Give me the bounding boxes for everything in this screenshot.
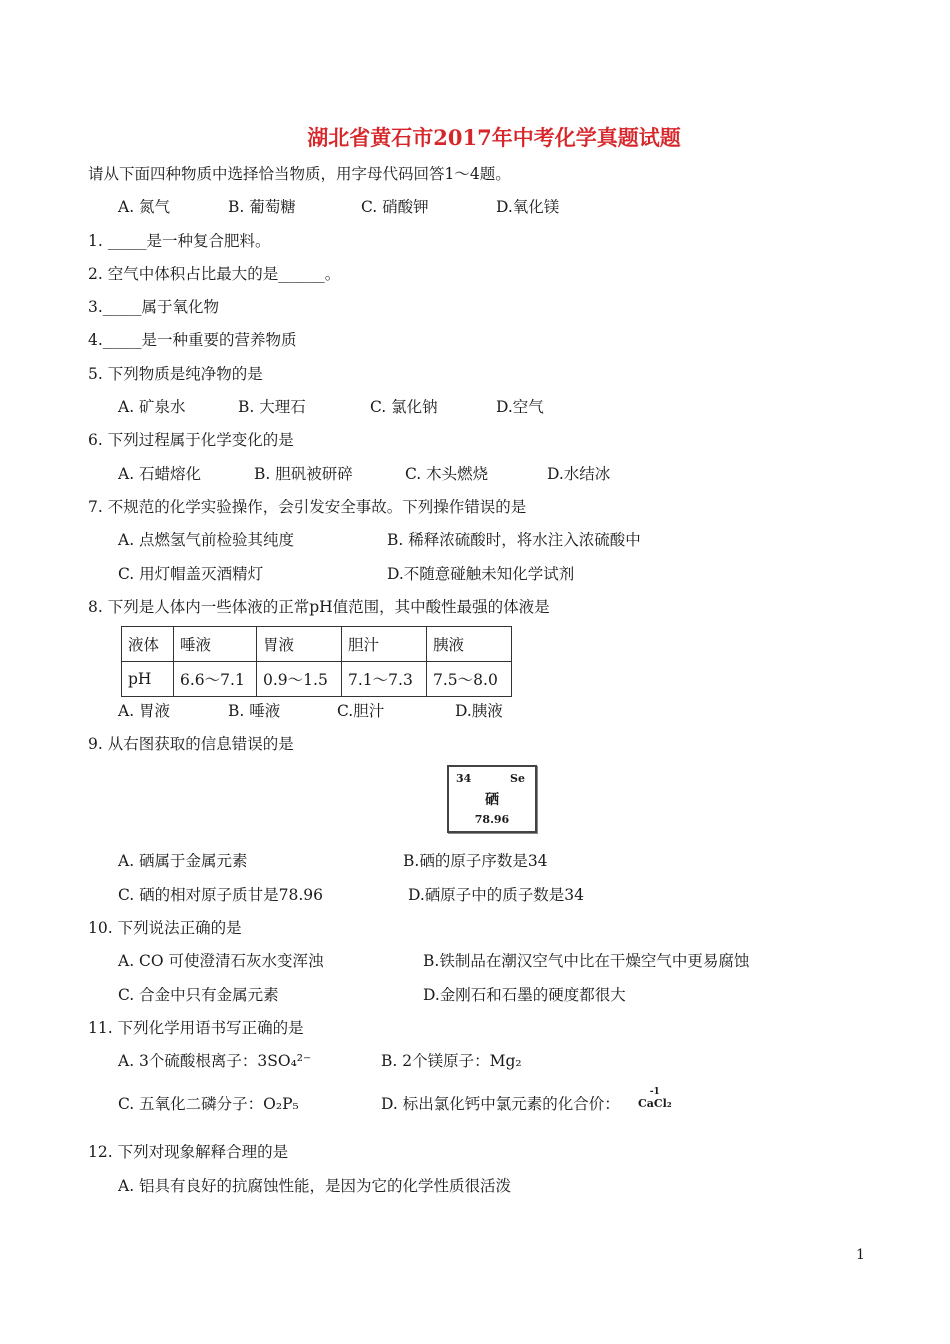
atomic-mass: 78.96	[474, 813, 510, 826]
question-10-option-d: D.金刚石和石墨的硬度都很大	[423, 986, 626, 1004]
question-9-option-a: A. 硒属于金属元素	[118, 852, 248, 870]
element-name: 硒	[485, 792, 499, 808]
question-10-option-a: A. CO 可使澄清石灰水变浑浊	[118, 952, 324, 970]
question-10-option-b: B.铁制品在潮汉空气中比在干燥空气中更易腐蚀	[423, 952, 750, 970]
question-6-stem: 6. 下列过程属于化学变化的是	[88, 431, 294, 449]
valence-notation	[638, 1087, 672, 1109]
ph-table-header-cell: 唾液	[174, 627, 257, 662]
question-9-option-d: D.硒原子中的质子数是34	[408, 886, 585, 904]
question-11-option-b: B. 2个镁原子：Mg₂	[381, 1052, 522, 1070]
question-9-option-b: B.硒的原子序数是34	[403, 852, 548, 870]
ph-table-header-cell: 胃液	[257, 627, 342, 662]
question-8-option-c: C.胆汁	[337, 702, 385, 720]
ph-table-cell: 6.6～7.1	[174, 662, 257, 697]
question-5-option-d: D.空气	[496, 398, 544, 416]
intro-option-d: D.氧化镁	[496, 198, 560, 216]
question-9-option-c: C. 硒的相对原子质甘是78.96	[118, 886, 324, 904]
question-7-stem: 7. 不规范的化学实验操作，会引发安全事故。下列操作错误的是	[88, 498, 527, 516]
question-8-option-b: B. 唾液	[228, 702, 281, 720]
ph-table-cell: 7.1～7.3	[342, 662, 427, 697]
intro-option-a: A. 氮气	[118, 198, 171, 216]
question-6-option-a: A. 石蜡熔化	[118, 465, 202, 483]
ph-table-row	[122, 662, 512, 697]
question-3: 3._____属于氧化物	[88, 298, 220, 316]
question-11-option-a: A. 3个硫酸根离子：3SO₄²⁻	[118, 1052, 312, 1070]
question-9-stem: 9. 从右图获取的信息错误的是	[88, 735, 294, 753]
question-8-option-a: A. 胃液	[118, 702, 171, 720]
question-7-option-d: D.不随意碰触未知化学试剂	[387, 565, 575, 583]
document-title: 湖北省黄石市2017年中考化学真题试题	[307, 125, 681, 150]
intro-option-b: B. 葡萄糖	[228, 198, 296, 216]
question-8-stem: 8. 下列是人体内一些体液的正常pH值范围，其中酸性最强的体液是	[88, 598, 550, 616]
intro-option-c: C. 硝酸钾	[361, 198, 429, 216]
question-12-stem: 12. 下列对现象解释合理的是	[88, 1143, 289, 1161]
page-number: 1	[856, 1247, 865, 1263]
element-symbol: Se	[510, 772, 525, 785]
question-11-option-c: C. 五氧化二磷分子：O₂P₅	[118, 1095, 299, 1113]
question-7-option-c: C. 用灯帽盖灭酒精灯	[118, 565, 264, 583]
question-12-option-a: A. 铝具有良好的抗腐蚀性能，是因为它的化学性质很活泼	[118, 1177, 512, 1195]
ph-table-cell: 0.9～1.5	[257, 662, 342, 697]
ph-table-cell: pH	[122, 662, 174, 697]
valence-charge: -1	[649, 1087, 660, 1097]
question-7-option-b: B. 稀释浓硫酸时，将水注入浓硫酸中	[387, 531, 641, 549]
question-5-option-c: C. 氯化钠	[370, 398, 438, 416]
question-5-option-a: A. 矿泉水	[118, 398, 186, 416]
question-7-option-a: A. 点燃氢气前检验其纯度	[118, 531, 295, 549]
selenium-element-card	[447, 765, 537, 833]
ph-table-cell: 7.5～8.0	[427, 662, 512, 697]
question-6-option-c: C. 木头燃烧	[405, 465, 489, 483]
ph-table-header-row	[122, 627, 512, 662]
ph-table-header-cell: 胆汁	[342, 627, 427, 662]
question-6-option-d: D.水结冰	[547, 465, 611, 483]
intro-text: 请从下面四种物质中选择恰当物质，用字母代码回答1～4题。	[88, 165, 511, 183]
atomic-number: 34	[456, 772, 472, 785]
ph-table-header-cell: 胰液	[427, 627, 512, 662]
valence-formula: CaCl₂	[638, 1097, 672, 1110]
question-10-stem: 10. 下列说法正确的是	[88, 919, 242, 937]
question-6-option-b: B. 胆矾被研碎	[254, 465, 353, 483]
question-11-stem: 11. 下列化学用语书写正确的是	[88, 1019, 304, 1037]
question-4: 4._____是一种重要的营养物质	[88, 331, 297, 349]
question-5-stem: 5. 下列物质是纯净物的是	[88, 365, 263, 383]
question-10-option-c: C. 合金中只有金属元素	[118, 986, 279, 1004]
question-5-option-b: B. 大理石	[238, 398, 306, 416]
ph-table	[121, 626, 512, 697]
question-8-option-d: D.胰液	[455, 702, 503, 720]
question-2: 2. 空气中体积占比最大的是______。	[88, 265, 341, 283]
ph-table-header-cell: 液体	[122, 627, 174, 662]
question-11-option-d: D. 标出氯化钙中氯元素的化合价：	[381, 1095, 620, 1113]
question-1: 1. _____是一种复合肥料。	[88, 232, 271, 250]
